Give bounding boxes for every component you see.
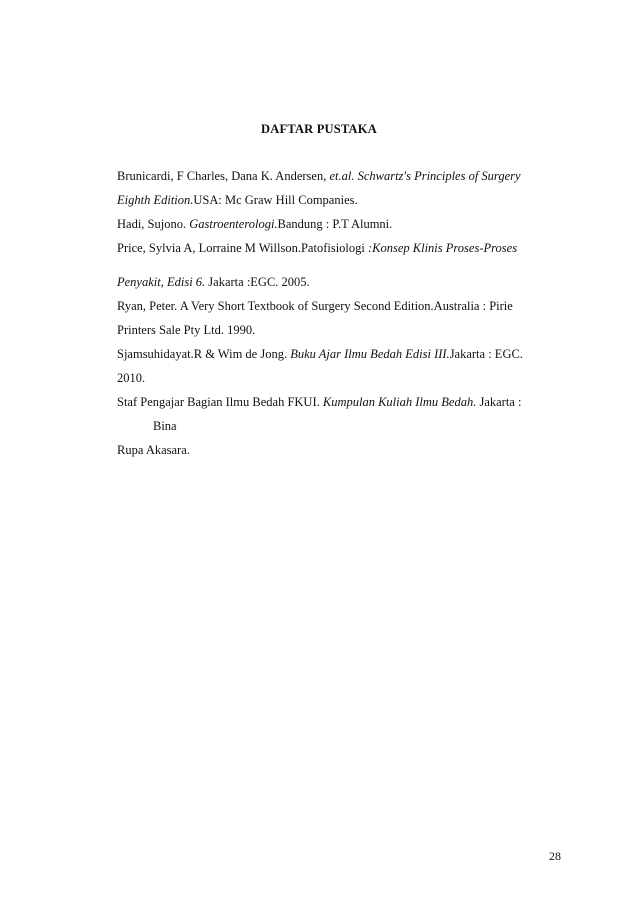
reference-item <box>117 390 547 462</box>
reference-title: et.al. Schwartz's Principles of Surgery <box>329 169 521 183</box>
page-title: DAFTAR PUSTAKA <box>261 122 377 136</box>
reference-publisher: Jakarta : EGC. <box>449 347 523 361</box>
reference-title-continued: Eighth Edition. <box>117 193 194 207</box>
reference-item <box>117 164 547 212</box>
reference-continued: 2010. <box>117 371 146 385</box>
reference-publisher: Jakarta :EGC. 2005. <box>208 275 310 289</box>
reference-title: Kumpulan Kuliah Ilmu Bedah. <box>322 395 477 409</box>
reference-continued: Rupa Akasara. <box>117 443 190 457</box>
reference-author: Price, Sylvia A, Lorraine M Willson.Patofisiologi <box>117 241 365 255</box>
reference-author: Hadi, Sujono. <box>117 217 187 231</box>
reference-item <box>117 212 547 236</box>
reference-title: :Konsep Klinis Proses-Proses <box>367 241 518 255</box>
reference-item <box>117 342 547 390</box>
reference-text: Ryan, Peter. A Very Short Textbook of Surgery Second Edition.Australia : Pirie <box>117 299 513 313</box>
reference-item <box>117 236 547 294</box>
reference-continued: Printers Sale Pty Ltd. 1990. <box>117 323 256 337</box>
reference-publisher: USA: Mc Graw Hill Companies. <box>193 193 358 207</box>
page-number: 28 <box>549 849 561 863</box>
reference-item <box>117 294 547 342</box>
reference-list <box>117 164 547 462</box>
reference-author: Sjamsuhidayat.R & Wim de Jong. <box>117 347 288 361</box>
reference-title: Buku Ajar Ilmu Bedah Edisi III. <box>290 347 450 361</box>
reference-author: Staf Pengajar Bagian Ilmu Bedah FKUI. <box>117 395 320 409</box>
reference-title: Gastroenterologi. <box>189 217 278 231</box>
reference-author: Brunicardi, F Charles, Dana K. Andersen, <box>117 169 327 183</box>
reference-title-continued: Penyakit, Edisi 6. <box>117 275 206 289</box>
reference-publisher: Jakarta : Bina <box>153 395 522 433</box>
reference-publisher: Bandung : P.T Alumni. <box>277 217 393 231</box>
